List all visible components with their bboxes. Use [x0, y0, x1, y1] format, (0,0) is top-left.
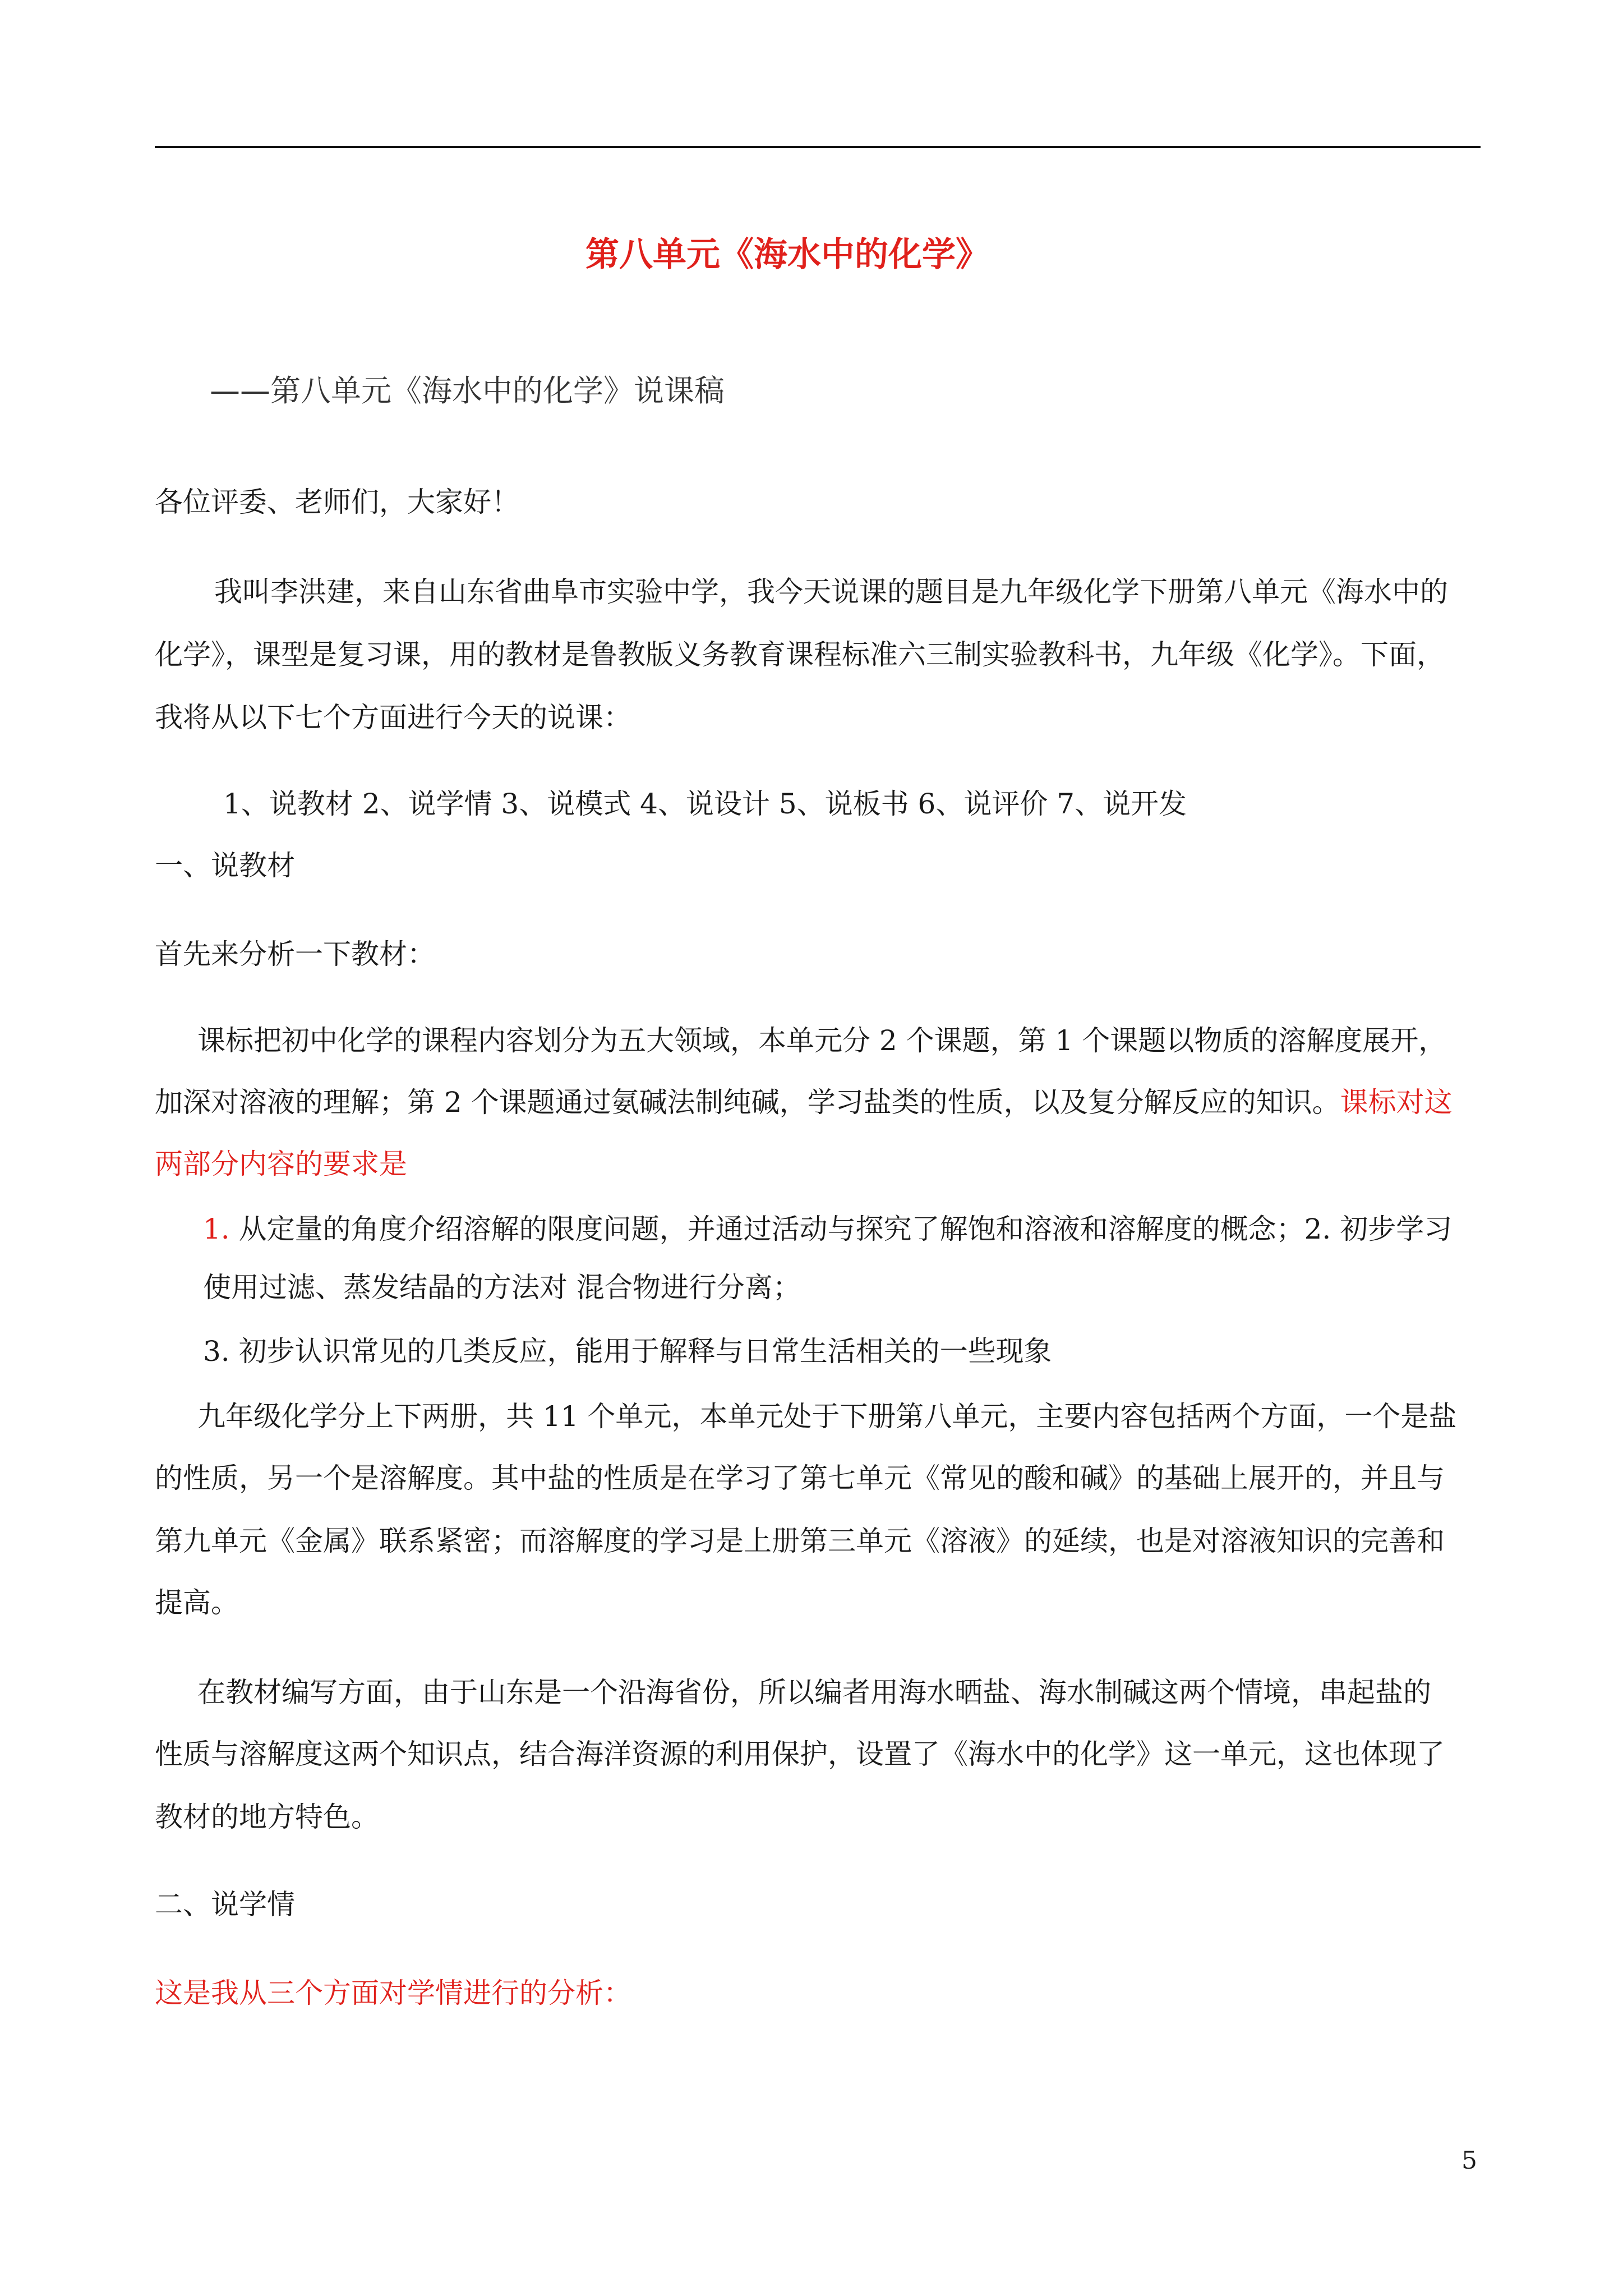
- para2-line-4: 提高。: [155, 1586, 239, 1619]
- section-2-heading: 二、说学情: [155, 1888, 295, 1921]
- document-subtitle: ——第八单元《海水中的化学》说课稿: [210, 373, 725, 408]
- para2-line-2: 的性质，另一个是溶解度。其中盐的性质是在学习了第七单元《常见的酸和碱》的基础上展开的，并且与: [155, 1462, 1445, 1494]
- para3-line-1: 在教材编写方面，由于山东是一个沿海省份，所以编者用海水晒盐、海水制碱这两个情境，串起盐的: [197, 1676, 1431, 1709]
- requirement-1-number: 1.: [203, 1213, 230, 1245]
- para2-line-1: 九年级化学分上下两册，共 11 个单元，本单元处于下册第八单元，主要内容包括两个方面，一个是盐: [197, 1400, 1457, 1433]
- section-1-heading: 一、说教材: [155, 849, 295, 882]
- para1-highlight: 课标对这: [1340, 1086, 1453, 1119]
- para1-line-1: 课标把初中化学的课程内容划分为五大领域，本单元分 2 个课题，第 1 个课题以物质的溶解度展开，: [197, 1024, 1447, 1057]
- intro-line-3: 我将从以下七个方面进行今天的说课：: [155, 701, 631, 734]
- requirement-1-line-2: 使用过滤、蒸发结晶的方法对 混合物进行分离；: [203, 1271, 801, 1304]
- para1-line-2: [155, 1086, 1453, 1119]
- header-rule: [155, 146, 1481, 148]
- page-number: 5: [1461, 2146, 1477, 2175]
- requirement-1-text: 从定量的角度介绍溶解的限度问题，并通过活动与探究了解饱和溶液和溶解度的概念；2. 初步学习: [229, 1213, 1453, 1245]
- intro-line-1: 我叫李洪建，来自山东省曲阜市实验中学，我今天说课的题目是九年级化学下册第八单元《海水中的: [214, 576, 1448, 608]
- outline-list: 1、说教材 2、说学情 3、说模式 4、说设计 5、说板书 6、说评价 7、说开发: [223, 788, 1187, 820]
- para1-line-2-text: 加深对溶液的理解；第 2 个课题通过氨碱法制纯碱，学习盐类的性质，以及复分解反应的知识。: [155, 1086, 1340, 1119]
- intro-line-2: 化学》，课型是复习课，用的教材是鲁教版义务教育课程标准六三制实验教科书，九年级《化学》。下面，: [155, 638, 1445, 671]
- document-title: 第八单元《海水中的化学》: [585, 235, 989, 274]
- para1-line-3: 两部分内容的要求是: [155, 1148, 407, 1180]
- section-1-lead: 首先来分析一下教材：: [155, 938, 435, 970]
- greeting: 各位评委、老师们，大家好！: [155, 486, 519, 518]
- para2-line-3: 第九单元《金属》联系紧密；而溶解度的学习是上册第三单元《溶液》的延续，也是对溶液知识的完善和: [155, 1525, 1445, 1557]
- para3-line-3: 教材的地方特色。: [155, 1801, 379, 1833]
- para3-line-2: 性质与溶解度这两个知识点，结合海洋资源的利用保护，设置了《海水中的化学》这一单元，这也体现了: [155, 1738, 1445, 1770]
- section-2-lead: 这是我从三个方面对学情进行的分析：: [155, 1977, 631, 2009]
- requirement-1-line-1: [203, 1215, 1452, 1243]
- requirement-3: 3. 初步认识常见的几类反应，能用于解释与日常生活相关的一些现象: [203, 1335, 1052, 1368]
